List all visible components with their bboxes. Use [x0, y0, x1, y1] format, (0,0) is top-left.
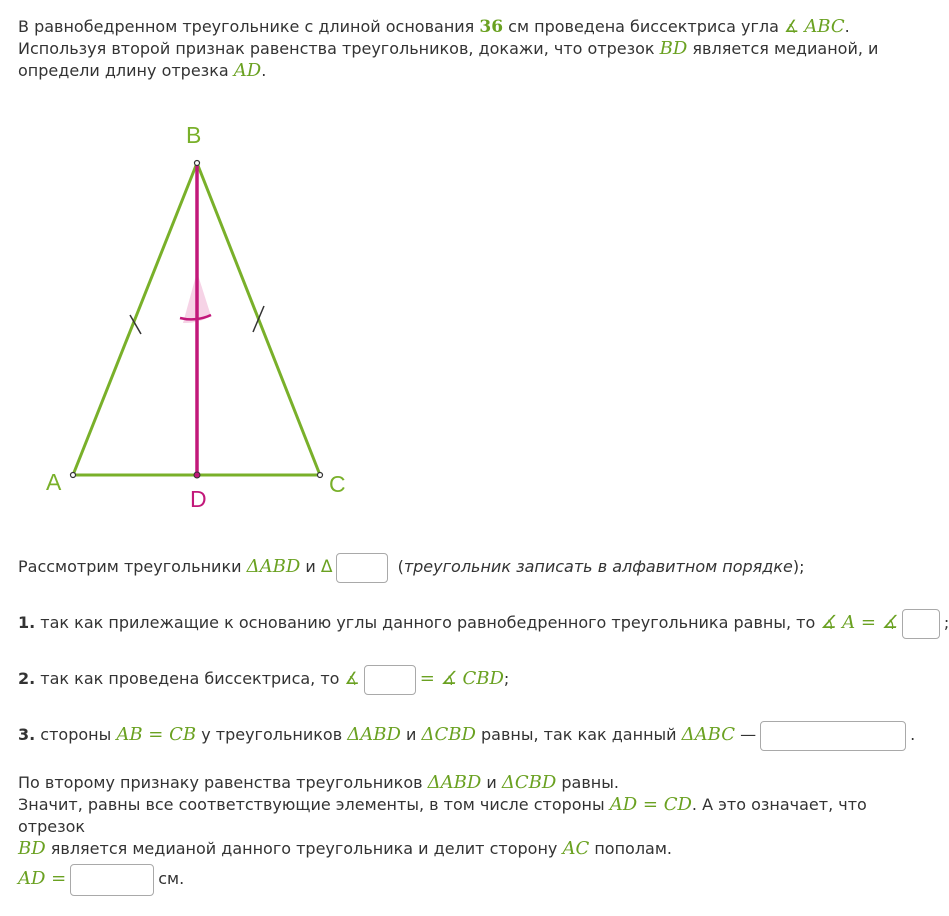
point-b	[195, 161, 200, 166]
triangle-answer-input[interactable]	[336, 553, 388, 583]
step-consider-triangles	[18, 550, 805, 584]
point-d	[194, 472, 200, 478]
label-b: B	[186, 122, 202, 148]
row-text: Значит, равны все соответствующие элементы, в том числе стороны	[18, 795, 610, 814]
unit-label: см.	[158, 869, 185, 888]
segment-ac: AC	[562, 838, 590, 859]
sides-equality: AB = CB	[116, 724, 197, 745]
side-ab	[73, 163, 197, 475]
row-text: является медианой данного треугольника и делит сторону	[45, 839, 563, 858]
segment-bd: BD	[659, 38, 688, 59]
row-text: ;	[503, 669, 510, 688]
triangle-abc: ΔABC	[681, 724, 735, 745]
step-1	[18, 606, 949, 640]
row-text: —	[735, 725, 757, 744]
answer-row	[18, 862, 184, 896]
label-a: A	[46, 469, 62, 495]
row-text: стороны	[35, 725, 117, 744]
row-text: равны, так как данный	[475, 725, 682, 744]
triangle-abd: ΔABD	[246, 556, 301, 577]
ad-label: AD =	[18, 868, 67, 889]
label-d: D	[190, 486, 207, 512]
conclusion-line-2	[18, 794, 918, 838]
problem-text: см проведена биссектриса угла	[503, 17, 784, 36]
step-3	[18, 718, 915, 752]
delta-icon: Δ	[320, 557, 333, 577]
hint-paren: );	[792, 557, 805, 576]
step-number: 3.	[18, 725, 36, 744]
triangle-abd: ΔABD	[427, 772, 482, 793]
problem-statement	[18, 16, 908, 82]
ad-answer-input[interactable]	[70, 864, 154, 896]
point-a	[71, 473, 76, 478]
angle-answer-input[interactable]	[902, 609, 940, 639]
row-text: и	[300, 557, 321, 576]
row-text: ;	[943, 613, 949, 632]
triangle-cbd: ΔCBD	[421, 724, 476, 745]
problem-text: .	[261, 61, 267, 80]
row-text: так как прилежащие к основанию углы данного равнобедренного треугольника равны, то	[35, 613, 821, 632]
angle-icon: ∡	[783, 17, 800, 37]
angle-arc-left	[180, 318, 197, 319]
triangle-type-input[interactable]	[760, 721, 906, 751]
label-c: C	[329, 471, 346, 497]
problem-text: . Используя второй признак равенства треугольников, докажи, что отрезок	[18, 17, 850, 58]
row-text: и	[481, 773, 502, 792]
conclusion-line-1	[18, 772, 918, 794]
conclusion	[18, 772, 918, 860]
triangle-figure	[0, 110, 400, 520]
row-text: Рассмотрим треугольники	[18, 557, 247, 576]
triangle-abd: ΔABD	[347, 724, 401, 745]
segment-ad: AD	[233, 60, 262, 81]
base-length: 36	[479, 17, 504, 37]
bisector-angle-input[interactable]	[364, 665, 416, 695]
row-text: так как проведена биссектриса, то	[35, 669, 345, 688]
hint-paren: (	[397, 557, 404, 576]
problem-text: В равнобедренном треугольнике с длиной основания	[18, 17, 480, 36]
row-text: . А это означает, что отрезок	[18, 795, 867, 836]
step-2	[18, 662, 509, 696]
row-text: и	[400, 725, 422, 744]
triangle-cbd: ΔCBD	[501, 772, 557, 793]
angle-equality: ∡ A = ∡	[820, 612, 898, 633]
problem-text: является медианой, и определи длину отрезка	[18, 39, 879, 80]
segment-bd: BD	[18, 838, 46, 859]
step-number: 1.	[18, 613, 36, 632]
row-text: По второму признаку равенства треугольников	[18, 773, 428, 792]
hint-text: треугольник записать в алфавитном порядке	[403, 557, 793, 576]
row-text: у треугольников	[196, 725, 348, 744]
angle-icon: ∡	[344, 669, 360, 689]
row-text: равны.	[556, 773, 619, 792]
row-text: .	[910, 725, 916, 744]
step-number: 2.	[18, 669, 36, 688]
angle-cbd: = ∡ CBD	[419, 668, 504, 689]
conclusion-line-3	[18, 838, 918, 860]
ad-equals-cd: AD = CD	[609, 794, 692, 815]
row-text: пополам.	[589, 839, 673, 858]
point-c	[318, 473, 323, 478]
angle-name: ABC	[804, 16, 845, 37]
